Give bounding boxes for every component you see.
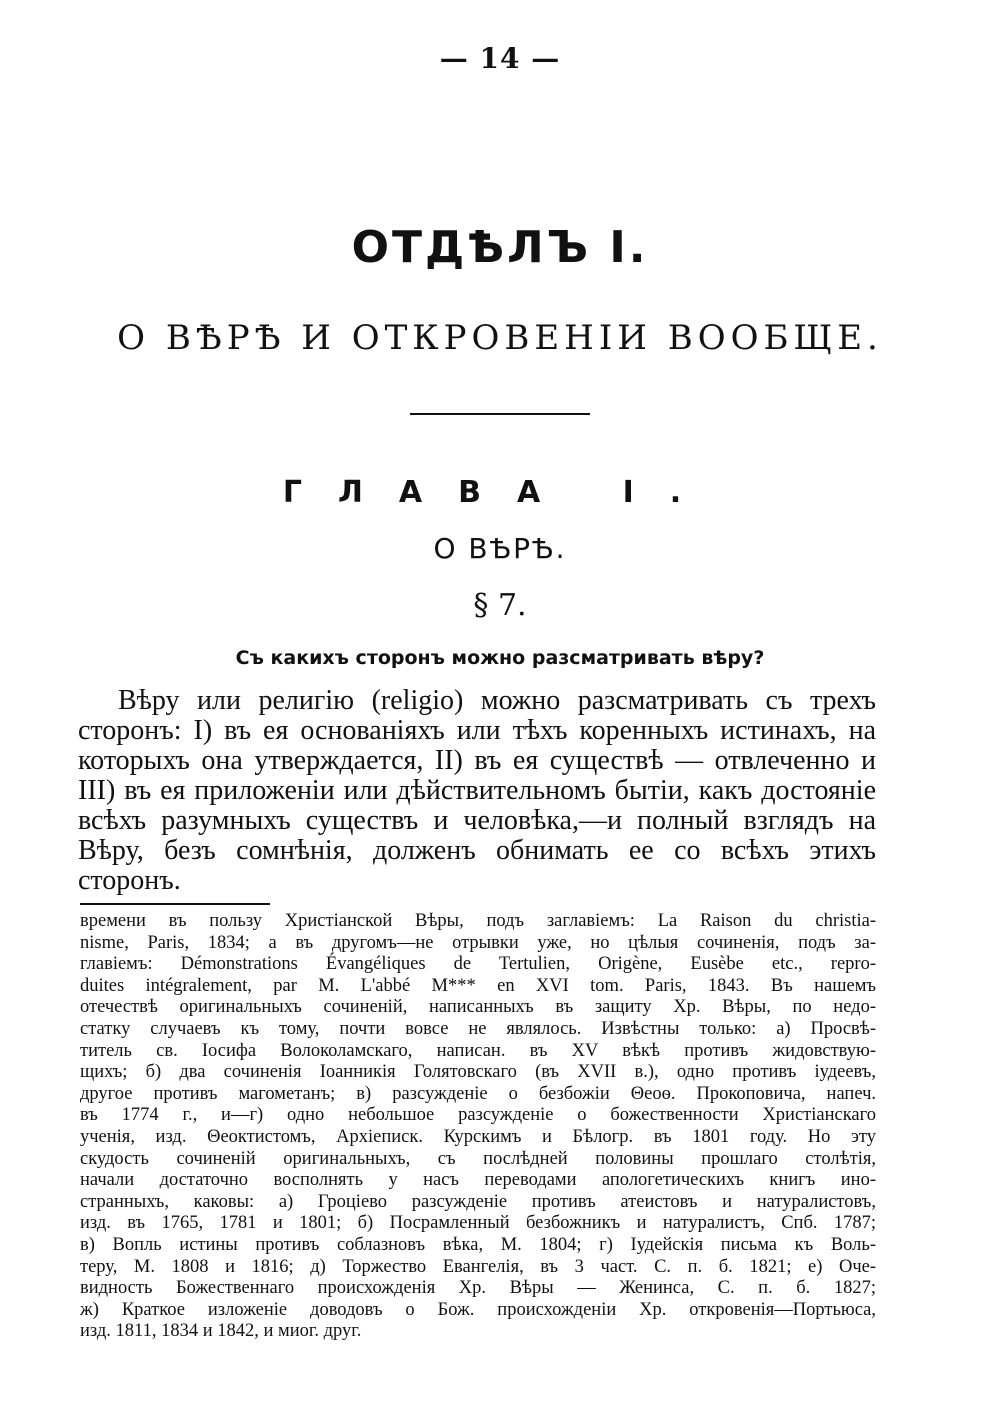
title-divider — [410, 413, 590, 415]
footnote-line: nisme, Paris, 1834; а въ другомъ—не отрывки уже, но цѣлыя сочиненія, подъ за- — [80, 932, 876, 953]
footnote-line: статку случаевъ къ тому, почти вовсе не являлось. Извѣстны только: а) Просвѣ- — [80, 1018, 876, 1039]
footnote-line: главіемъ: Démonstrations Évangéliques de Tertulien, Origène, Eusèbe etc., repro- — [80, 954, 876, 975]
footnote-line: изд. въ 1765, 1781 и 1801; б) Посрамленный безбожникъ и натуралистъ, Спб. 1787; — [80, 1213, 876, 1234]
footnote-line: ж) Краткое изложеніе доводовъ о Бож. происхожденіи Хр. откровенія—Портьюса, — [80, 1299, 876, 1320]
paragraph-number: § 7. — [473, 588, 527, 623]
footnote-line: другое противъ магометанъ; в) разсужденіе о безбожіи Θеоѳ. Прокоповича, напеч. — [80, 1083, 876, 1104]
footnote-line: отечествѣ оригинальныхъ сочиненій, написанныхъ въ защиту Хр. Вѣры, по недо- — [80, 997, 876, 1018]
footnote-line: начали достаточно восполнять у насъ переводами апологетическихъ книгъ ино- — [80, 1170, 876, 1191]
footnote-line: ученія, изд. Θеоктистомъ, Архіеписк. Курскимъ и Бѣлогр. въ 1801 году. Но эту — [80, 1126, 876, 1147]
footnote — [80, 911, 876, 1343]
body-paragraph: Вѣру или религію (religio) можно разсматривать съ трехъ сторонъ: I) въ ея основаніяхъ или тѣхъ коренныхъ истинахъ, на которыхъ она утверждается, II) въ ея существѣ — отвлеченно и III) въ ея приложеніи или дѣйствительномъ бытіи, какъ достояніе всѣхъ разумныхъ существъ и человѣка,—и полный взглядъ на Вѣру, безъ сомнѣнія, долженъ обнимать ее со всѣхъ этихъ сторонъ. — [78, 685, 876, 896]
footnote-line: изд. 1811, 1834 и 1842, и миог. друг. — [80, 1321, 362, 1342]
footnote-line: титель св. Іосифа Волоколамскаго, написан. въ XV вѣкѣ противъ жидовствую- — [80, 1040, 876, 1061]
part-title: О ВѢРѢ И ОТКРОВЕНIИ ВООБЩЕ. — [117, 318, 883, 358]
footnote-line: странныхъ, каковы: а) Гроціево разсужденіе противъ атеистовъ и натуралистовъ, — [80, 1191, 876, 1212]
footnote-line: щихъ; б) два сочиненія Іоанникія Голятовскаго (въ XVII в.), одно противъ іудеевъ, — [80, 1062, 876, 1083]
chapter-label: ГЛАВА I. — [282, 475, 718, 510]
footnote-line: въ 1774 г., и—г) одно небольшое разсужденіе о божественности Христіанскаго — [80, 1105, 876, 1126]
section-title: ОТДѢЛЪ I. — [351, 222, 649, 273]
footnote-divider — [80, 903, 270, 905]
footnote-line: скудость сочиненій оригинальныхъ, съ послѣдней половины прошлаго столѣтія, — [80, 1148, 876, 1169]
footnote-line: теру, М. 1808 и 1816; д) Торжество Евангелія, въ 3 част. С. п. б. 1821; е) Оче- — [80, 1256, 876, 1277]
footnote-line: времени въ пользу Христіанской Вѣры, подъ заглавіемъ: La Raison du christia- — [80, 911, 876, 931]
footnote-line: duites intégralement, par M. L'abbé M*** en XVI tom. Paris, 1843. Въ нашемъ — [80, 975, 876, 996]
chapter-title: О ВѢРѢ. — [433, 532, 567, 565]
footnote-line: видность Божественнаго происхожденія Хр. Вѣры — Женинса, С. п. б. 1827; — [80, 1278, 876, 1299]
footnote-line: в) Вопль истины противъ соблазновъ вѣка, М. 1804; г) Іудейскія письма къ Воль- — [80, 1234, 876, 1255]
page-number: — 14 — — [439, 42, 561, 75]
section-question: Съ какихъ сторонъ можно разсматривать вѣру? — [235, 647, 765, 669]
